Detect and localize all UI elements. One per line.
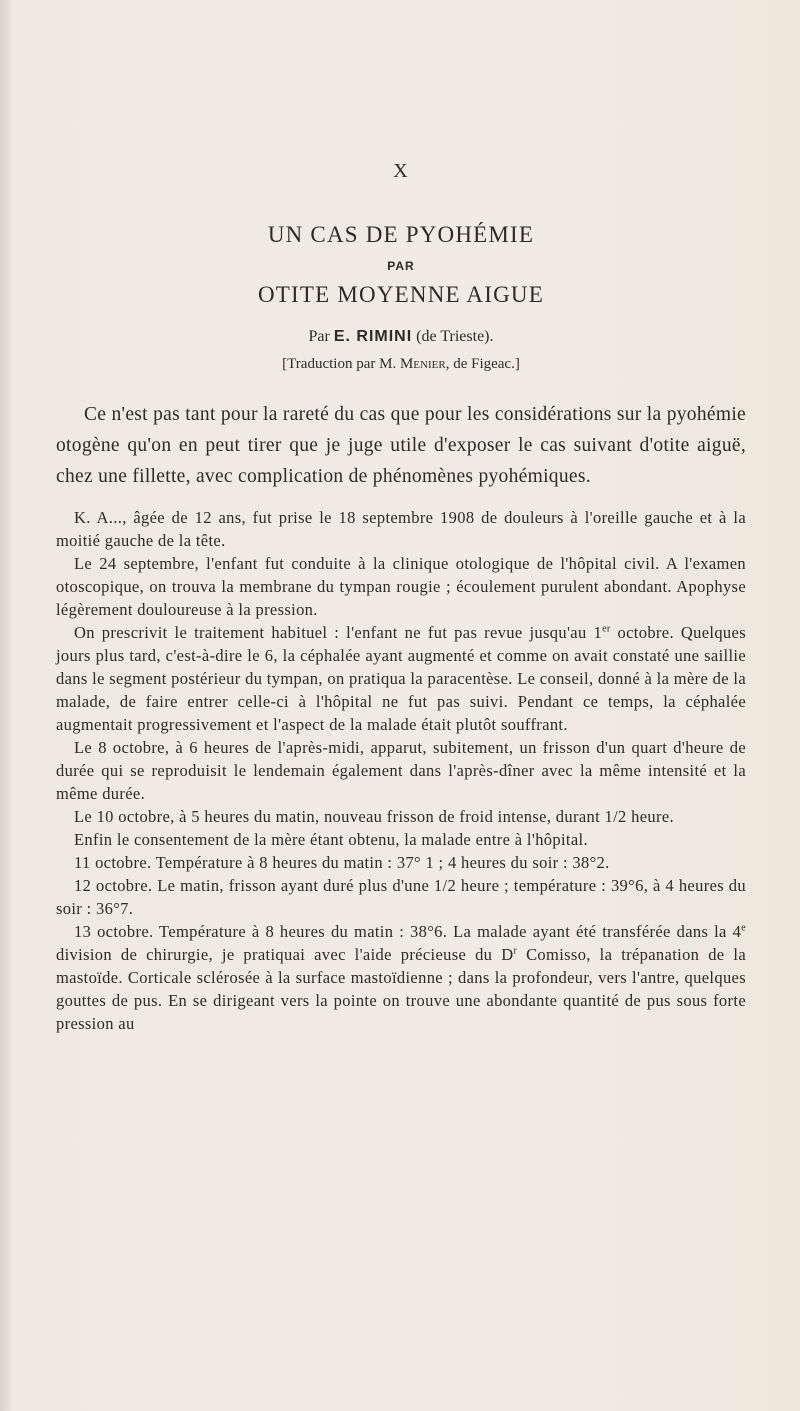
paragraph-1: K. A..., âgée de 12 ans, fut prise le 18 septembre 1908 de douleurs à l'oreille gauche et à la moitié gauche de la tête. bbox=[56, 508, 746, 551]
paragraph-9-part-a: 13 octobre. Température à 8 heures du matin : 38°6. La malade ayant été transférée dans la 4 bbox=[74, 922, 742, 942]
byline-prefix: Par bbox=[308, 328, 330, 346]
superscript-er: er bbox=[602, 623, 611, 635]
paragraph-9-part-c: Comisso, la trépanation de la mastoïde. Corticale sclérosée à la surface mastoïdienne ; dans la profondeur, vers l'antre, quelques gouttes de pus. En se dirigeant vers la pointe on trouve une abondante quantité de pus sous forte pression au bbox=[56, 945, 746, 1034]
text-block bbox=[56, 160, 746, 1035]
superscript-r: r bbox=[513, 945, 518, 957]
title-line-2: OTITE MOYENNE AIGUE bbox=[258, 281, 544, 307]
translator-name: Menier bbox=[399, 356, 446, 373]
paragraph-8: 12 octobre. Le matin, frisson ayant duré plus d'une 1/2 heure ; température : 39°6, à 4 heures du soir : 36°7. bbox=[56, 876, 746, 919]
paragraph-9 bbox=[56, 920, 746, 1035]
superscript-e: e bbox=[741, 922, 746, 934]
paragraph-2: Le 24 septembre, l'enfant fut conduite à la clinique otologique de l'hôpital civil. A l'examen otoscopique, on trouva la membrane du tympan rougie ; écoulement purulent abondant. Apophyse légèrement douloureuse à la pression. bbox=[56, 554, 746, 620]
chapter-number: X bbox=[393, 160, 409, 182]
intro-paragraph: Ce n'est pas tant pour la rareté du cas que pour les considérations sur la pyohémie otogène qu'on en peut tirer que je juge utile d'exposer le cas suivant d'otite aiguë, chez une fillette, avec complication de phénomènes pyohémiques. bbox=[56, 404, 746, 488]
paragraph-4: Le 8 octobre, à 6 heures de l'après-midi, apparut, subitement, un frisson d'un quart d'heure de durée qui se reproduisit le lendemain également dans l'après-dîner avec la même intensité et la même durée. bbox=[56, 738, 746, 804]
translation-open: [Traduction par M. bbox=[282, 356, 397, 373]
author-name: E. RIMINI bbox=[333, 328, 413, 346]
paragraph-7: 11 octobre. Température à 8 heures du matin : 37° 1 ; 4 heures du soir : 38°2. bbox=[74, 853, 610, 873]
title-line-1: UN CAS DE PYOHÉMIE bbox=[267, 222, 535, 247]
byline bbox=[56, 328, 746, 346]
paragraph-3 bbox=[56, 621, 746, 736]
par-word: PAR bbox=[387, 258, 415, 273]
paragraph-3-part-a: On prescrivit le traitement habituel : l'enfant ne fut pas revue jusqu'au 1 bbox=[74, 623, 603, 643]
paragraph-9-part-b: division de chirurgie, je pratiquai avec l'aide précieuse du D bbox=[56, 945, 514, 965]
author-location: (de Trieste). bbox=[416, 328, 494, 346]
paragraph-6: Enfin le consentement de la mère étant obtenu, la malade entre à l'hôpital. bbox=[74, 830, 588, 850]
translation-note bbox=[56, 356, 746, 373]
paragraph-5: Le 10 octobre, à 5 heures du matin, nouveau frisson de froid intense, durant 1/2 heure. bbox=[74, 807, 674, 827]
translation-close: , de Figeac.] bbox=[445, 356, 520, 373]
paragraph-3-part-b: octobre. Quelques jours plus tard, c'est-à-dire le 6, la céphalée ayant augmenté et comme on avait constaté une saillie dans le segment postérieur du tympan, on pratiqua la paracentèse. Le conseil, donné à la mère de la malade, de faire entrer celle-ci à l'hôpital ne fut pas suivi. Pendant ce temps, la céphalée augmentait progressivement et l'aspect de la malade était plutôt souffrant. bbox=[56, 623, 746, 735]
